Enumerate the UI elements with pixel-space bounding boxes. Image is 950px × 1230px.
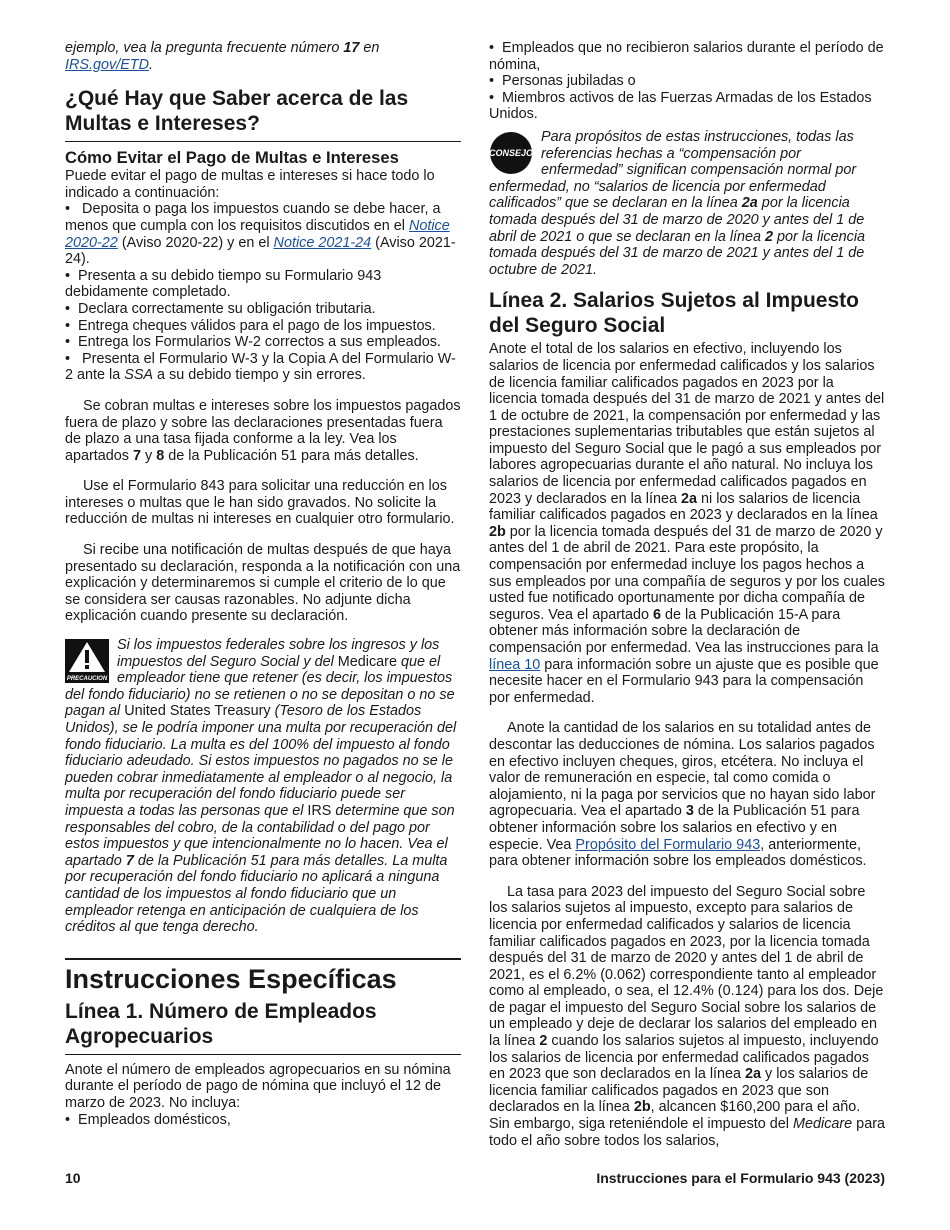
notice-2021-24-link[interactable]: Notice 2021-24 (273, 234, 372, 251)
tip-icon (489, 131, 533, 175)
tip-note: CONSEJO Para propósitos de estas instrucciones, todas las referencias hechas a “compensación por enfermedad” significan compensación normal por enfermedad, no “salarios de licencia por enfermedad calificados” que se declaran en la línea 2a por la licencia tomada después del 31 de marzo de 2020 y antes del 1 de abril de 2021 o que se declaran en la línea 2 por la licencia tomada después del 31 de marzo de 2021 y antes del 1 de octubre de 2021. (489, 128, 866, 278)
page-number: 10 (65, 1170, 81, 1186)
paragraph: La tasa para 2023 del impuesto del Seguro Social sobre los salarios sujetos al impuesto, excepto para salarios de licencia por enfermedad calificados y salarios de licencia familiar calificados pagados en 2023, por la licencia tomada después del 31 de marzo de 2020 y antes del 1 de abril de 2021, es el 6.2% (0.062) correspondiente tanto al empleador como al empleado, o sea, el 12.4% (0.124) para los dos. Deje de pagar el impuesto del Seguro Social sobre los salarios de un empleado y deje de declarar los salarios del empleado en la línea 2 cuando los salarios sujetos al impuesto, incluyendo los salarios de licencia por enfermedad calificados pagados en 2023 que son declarados en la línea 2a y los salarios de licencia familiar calificados pagados en 2023 que son declarados en la línea 2b, alcancen $160,200 para el año. Sin embargo, siga reteniéndole el impuesto del Medicare para todo el año sobre todos los salarios, (489, 883, 885, 1149)
left-column (65, 40, 461, 1128)
sub-title: Cómo Evitar el Pago de Multas e Intereses (65, 148, 399, 168)
list-item: • Presenta a su debido tiempo su Formulario 943 debidamente completado. (65, 268, 461, 301)
paragraph: Anote el número de empleados agropecuarios en su nómina durante el período de pago de nómina que incluyó el 12 de marzo de 2023. No incluya: (65, 1061, 451, 1111)
list-item: • Presenta el Formulario W-3 y la Copia A del Formulario W-2 ante la SSA a su debido tiempo y sin errores. (65, 351, 461, 384)
right-column (489, 40, 885, 1149)
paragraph: Anote la cantidad de los salarios en su totalidad antes de descontar las deducciones de nómina. Los salarios pagados en efectivo incluyen cheques, giros, etcétera. No incluya el valor de remuneración en especie, tal como comida o alojamiento, ni la paga por servicios que no hayan sido labor agropecuaria. Vea el apartado 3 de la Publicación 51 para obtener información sobre los salarios en efectivo y en especie. Vea Propósito del Formulario 943, anteriormente, para obtener información sobre los empleados domésticos. (489, 720, 876, 870)
proposito-formulario-943-link[interactable]: Propósito del Formulario 943 (575, 836, 761, 853)
list-item: • Entrega los Formularios W-2 correctos a sus empleados. (65, 334, 461, 351)
list-item: • Declara correctamente su obligación tributaria. (65, 301, 461, 318)
linea-10-link[interactable]: línea 10 (489, 656, 541, 673)
list-item: • Personas jubiladas o (489, 73, 885, 90)
list-item: • Miembros activos de las Fuerzas Armadas de los Estados Unidos. (489, 90, 885, 123)
section-rule (65, 141, 461, 142)
paragraph: Use el Formulario 843 para solicitar una reducción en los intereses o multas que le han sido gravados. No solicite la reducción de multas ni intereses en cualquier otro formulario. (65, 478, 455, 528)
caution-icon (65, 639, 109, 683)
paragraph: Se cobran multas e intereses sobre los impuestos pagados fuera de plazo y sobre las declaraciones presentadas fuera de plazo a una tasa fijada conforme a la ley. Vea los apartados 7 y 8 de la Publicación 51 para más detalles. (65, 397, 461, 464)
line1-rule (65, 1054, 461, 1055)
caution-note: PRECAUCION Si los impuestos federales sobre los ingresos y los impuestos del Seguro Social y del Medicare que el empleador tiene que retener (es decir, los impuestos del fondo fiduciario) no se retienen o no se depositan o no se pagan al United States Treasury (Tesoro de los Estados Unidos), se le podría imponer una multa por recuperación del fondo fiduciario. La multa es del 100% del impuesto al fondo fiduciario adeudado. Si estos impuestos no pagados no se le pueden cobrar inmediatamente al empleador o al negocio, la multa por recuperación del fondo fiduciario puede ser impuesta a todas las personas que el IRS determine que son responsables del cobro, de la contabilidad o del pago por estos impuestos y que intencionalmente no lo hacen. Vea el apartado 7 de la Publicación 51 para más detalles. La multa por recuperación del fondo fiduciario no aplicará a ninguna cantidad de los impuestos al fondo fiduciario que un empleador retenga en anticipación de cualquiera de los créditos al que tenga derecho. (65, 637, 457, 936)
list-item: • Empleados domésticos, (65, 1112, 461, 1129)
paragraph: Si recibe una notificación de multas después de que haya presentado su declaración, responda a la notificación con una explicación y determinaremos si cumple el criterio de lo que se considera ser causas razonables. No adjunte dicha explicación cuando presente su declaración. (65, 542, 461, 625)
main-rule (65, 958, 461, 960)
list-item: • Empleados que no recibieron salarios durante el período de nómina, (489, 40, 885, 73)
paragraph: Puede evitar el pago de multas e intereses si hace todo lo indicado a continuación: (65, 168, 435, 201)
caution-label: PRECAUCION (66, 676, 108, 683)
main-title: Instrucciones Específicas (65, 963, 397, 994)
list-item: • Deposita o paga los impuestos cuando se debe hacer, a menos que cumpla con los requisitos discutidos en el Notice 2020-22 (Aviso 2020-22) y en el Notice 2021-24 (Aviso 2021-24). (65, 201, 461, 267)
list-item: • Entrega cheques válidos para el pago de los impuestos. (65, 318, 461, 335)
notice-2020-22-link[interactable]: Notice 2020-22 (65, 217, 450, 251)
footer-doc-title: Instrucciones para el Formulario 943 (2023) (596, 1170, 885, 1186)
line2-title: Línea 2. Salarios Sujetos al Impuesto del Seguro Social (489, 289, 859, 338)
section-title: ¿Qué Hay que Saber acerca de las Multas e Intereses? (65, 87, 409, 136)
irs-etd-link[interactable]: IRS.gov/ETD (65, 56, 149, 73)
tip-label: CONSEJO (489, 147, 533, 158)
intro-text: ejemplo, vea la pregunta frecuente número 17 en IRS.gov/ETD. (65, 40, 380, 73)
paragraph: Anote el total de los salarios en efectivo, incluyendo los salarios de licencia por enfermedad calificados y los salarios de licencia familiar calificados pagados en 2023 por la licencia tomada después del 31 de marzo de 2021 y antes del 1 de octubre de 2021, la compensación por enfermedad y las prestaciones suplementarias tributables que están sujetos al impuesto del Seguro Social que le pagó a sus empleados por labores agropecuarias durante el año natural. No incluya los salarios de licencia por enfermedad calificados pagados en 2023 y declarados en la línea 2a ni los salarios de licencia familiar calificados pagados en 2023 y declarados en la línea 2b por la licencia tomada después del 31 de marzo de 2020 y antes del 1 de abril de 2021. Para este propósito, la compensación por enfermedad incluye los pagos hechos a sus empleados por una compañía de seguros y por los cuales usted fue notificado oportunamente por dicha compañía de seguros. Vea el apartado 6 de la Publicación 15-A para obtener más información sobre la declaración de compensación por enfermedad. Vea las instrucciones para la línea 10 para información sobre un ajuste que es posible que necesite hacer en el Formulario 943 para la compensación por enfermedad. (489, 341, 885, 706)
line1-title: Línea 1. Número de Empleados Agropecuarios (65, 999, 377, 1048)
